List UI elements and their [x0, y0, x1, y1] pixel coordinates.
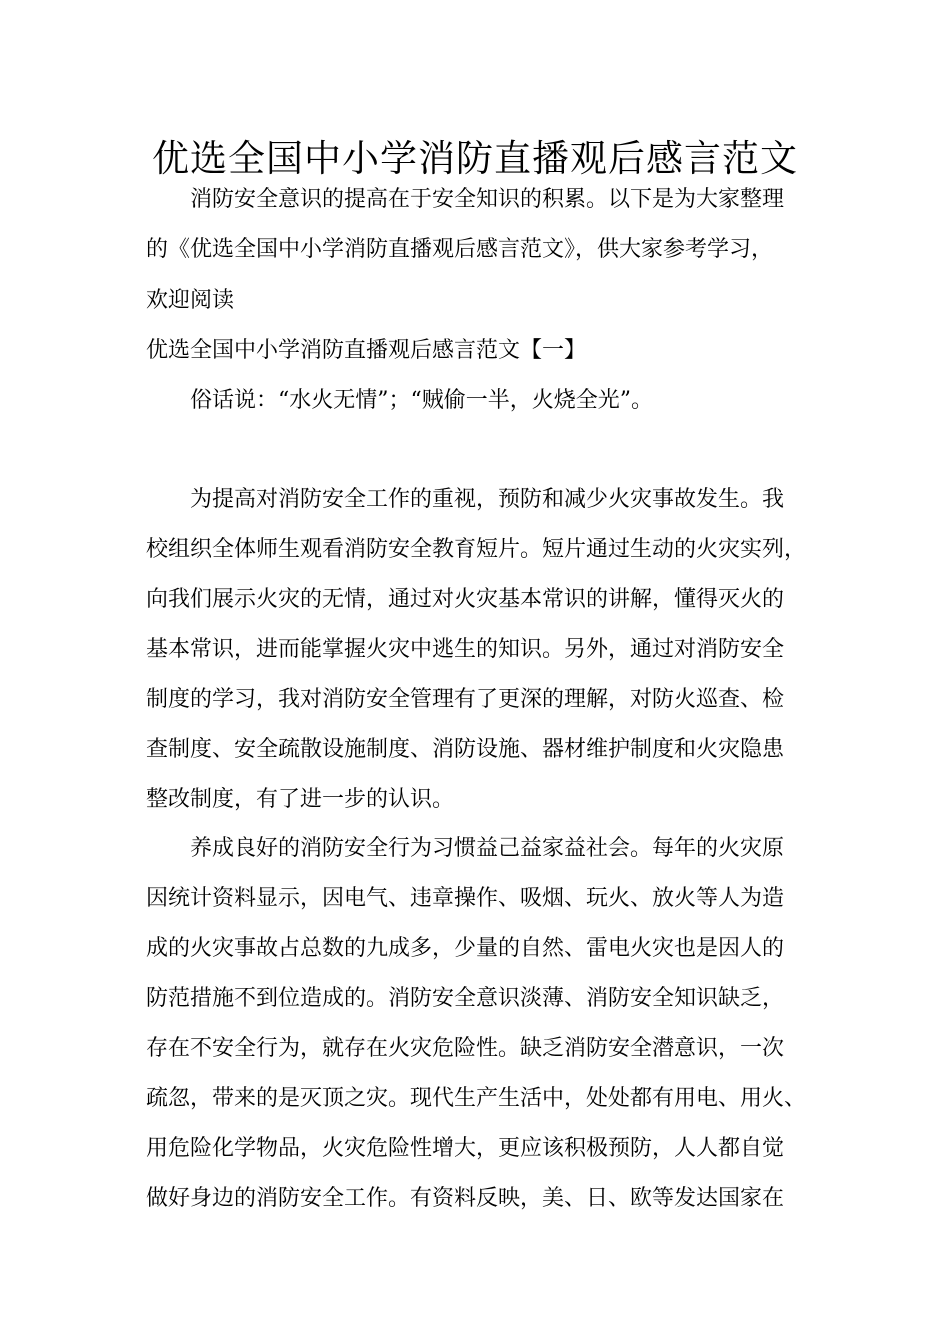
paragraph-line: 做好身边的消防安全工作。有资料反映，美、日、欧等发达国家在 [146, 1186, 785, 1211]
section-heading: 优选全国中小学消防直播观后感言范文【一】 [146, 338, 587, 363]
paragraph-line: 制度的学习，我对消防安全管理有了更深的理解，对防火巡查、检 [146, 687, 785, 712]
paragraph-line: 成的火灾事故占总数的九成多，少量的自然、雷电火灾也是因人的 [146, 936, 785, 961]
paragraph-line: 消防安全意识的提高在于安全知识的积累。以下是为大家整理 [190, 187, 785, 212]
paragraph-line: 用危险化学物品，火灾危险性增大，更应该积极预防，人人都自觉 [146, 1136, 785, 1161]
paragraph-line: 向我们展示火灾的无情，通过对火灾基本常识的讲解，懂得灭火的 [146, 587, 785, 612]
document-title: 优选全国中小学消防直播观后感言范文 [152, 137, 798, 180]
paragraph-line: 欢迎阅读 [146, 288, 235, 313]
paragraph-line: 俗话说：“水火无情”；“贼偷一半，火烧全光”。 [190, 388, 653, 413]
paragraph-line: 校组织全体师生观看消防安全教育短片。短片通过生动的火灾实列， [146, 537, 807, 562]
paragraph-line: 防范措施不到位造成的。消防安全意识淡薄、消防安全知识缺乏， [146, 986, 785, 1011]
paragraph-line: 养成良好的消防安全行为习惯益己益家益社会。每年的火灾原 [190, 836, 785, 861]
paragraph-line: 整改制度，有了进一步的认识。 [146, 787, 455, 812]
paragraph-line: 因统计资料显示，因电气、违章操作、吸烟、玩火、放火等人为造 [146, 886, 785, 911]
paragraph-line: 疏忽，带来的是灭顶之灾。现代生产生活中，处处都有用电、用火、 [146, 1086, 807, 1111]
paragraph-line: 存在不安全行为，就存在火灾危险性。缺乏消防安全潜意识，一次 [146, 1036, 785, 1061]
paragraph-line: 的《优选全国中小学消防直播观后感言范文》，供大家参考学习， [146, 237, 774, 262]
paragraph-line: 查制度、安全疏散设施制度、消防设施、器材维护制度和火灾隐患 [146, 737, 785, 762]
paragraph-line: 为提高对消防安全工作的重视，预防和减少火灾事故发生。我 [190, 487, 785, 512]
paragraph-line: 基本常识，进而能掌握火灾中逃生的知识。另外，通过对消防安全 [146, 637, 785, 662]
